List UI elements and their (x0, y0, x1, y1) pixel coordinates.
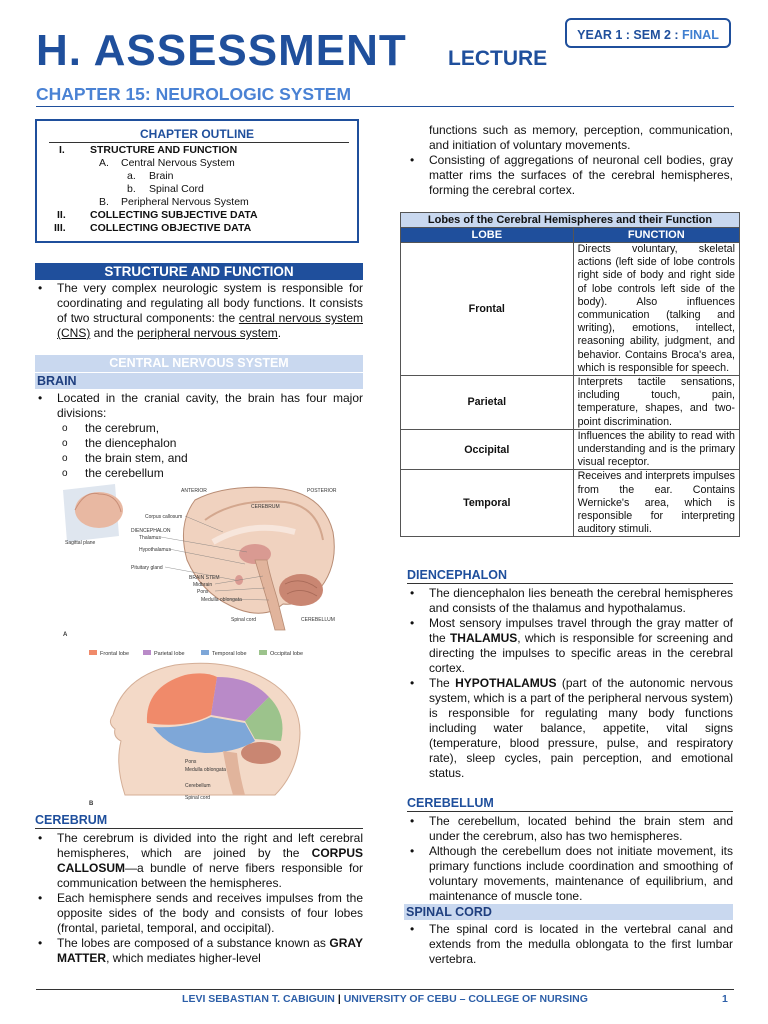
outline-num: III. (54, 222, 66, 234)
footer-divider (36, 989, 734, 990)
outline-num: I. (59, 144, 65, 156)
division-item: o the diencephalon (35, 436, 363, 451)
lobes-table-caption: Lobes of the Cerebral Hemispheres and their Function (401, 213, 740, 228)
gray-matter-bullet: • Consisting of aggregations of neuronal cell bodies, gray matter rims the surfaces of the cerebral hemispheres, forming the cerebral cortex. (407, 153, 733, 198)
label-posterior: POSTERIOR (307, 488, 337, 494)
footer (36, 993, 734, 1005)
cerebrum-list (35, 831, 363, 966)
lobe-name: Temporal (401, 470, 574, 537)
cerebrum-p1: • The cerebrum is divided into the right and left cerebral hemispheres, which are joined by the CORPUS CALLOSUM—a bundle of nerve fibers responsible for communication between the hemispheres. (35, 831, 363, 891)
structure-intro: • The very complex neurologic system is responsible for coordinating and regulating all body functions. It consists of two structural components: the central nervous system (CNS) and the peripheral nervous system. (35, 281, 363, 341)
spinal-cord-heading: SPINAL CORD (404, 904, 733, 920)
table-row (401, 429, 740, 470)
b-label-cerebellum: Cerebellum (185, 783, 211, 789)
lobes-table (400, 212, 740, 537)
outline-item: Peripheral Nervous System (121, 196, 249, 208)
page-title-suffix: LECTURE (448, 47, 548, 70)
chapter-title: CHAPTER 15: NEUROLOGIC SYSTEM (36, 84, 352, 104)
label-corpus-callosum: Corpus callosum (145, 514, 183, 520)
outline-item: Brain (149, 170, 174, 182)
legend-swatch-occipital (259, 650, 267, 655)
diencephalon-section (407, 567, 733, 781)
page-title: H. ASSESSMENT (36, 26, 407, 75)
table-row (401, 243, 740, 376)
label-midbrain: Midbrain (193, 582, 213, 588)
legend-swatch-frontal (89, 650, 97, 655)
gray-matter-list (407, 153, 733, 198)
label-diencephalon: DIENCEPHALON (131, 528, 171, 534)
b-label-pons: Pons (185, 759, 197, 765)
spinal-cord-list (404, 922, 733, 967)
label-cerebellum: CEREBELLUM (301, 617, 335, 623)
footer-author: LEVI SEBASTIAN T. CABIGUIN (182, 993, 335, 1005)
cerebellum-list (407, 814, 733, 904)
outline-num: A. (99, 157, 109, 169)
cerebellum-b-shape (241, 742, 281, 764)
header-divider (36, 106, 734, 107)
outline-item: STRUCTURE AND FUNCTION (90, 144, 238, 156)
outline-num: a. (127, 170, 136, 182)
right-column-top (407, 123, 733, 198)
label-spinal-cord: Spinal cord (231, 617, 257, 623)
label-pituitary: Pituitary gland (131, 565, 163, 571)
table-row (401, 376, 740, 430)
lobe-function: Directs voluntary, skeletal actions (left side of lobe controls right side of body and right side of lobe controls left side of the body). Also influences communication (talking and writing), emotions, intellect, reasoning ability, judgment, and behavior. Contains Broca's area, which is responsible for speech. (573, 243, 739, 376)
outline-item: COLLECTING OBJECTIVE DATA (90, 222, 252, 234)
spinal-cord-section (404, 904, 733, 967)
lobe-name: Frontal (401, 243, 574, 376)
brain-sagittal-figure (55, 480, 355, 640)
division-item: o the brain stem, and (35, 451, 363, 466)
figure-a-panel: A (63, 632, 68, 638)
cerebellum-heading: CEREBELLUM (407, 795, 733, 812)
spinal-cord-b1: • The spinal cord is located in the vertebral canal and extends from the medulla oblongata to the first lumbar vertebra. (407, 922, 733, 967)
b-label-medulla: Medulla oblongata (185, 767, 226, 773)
diencephalon-b3: • The HYPOTHALAMUS (part of the autonomic nervous system, which is a part of the peripheral nervous system) is responsible for regulating many body functions including water balance, appetite, vital signs (temperature, blood pressure, pulse, and respiratory rate), sleep cycles, pain perception, and emotional status. (407, 676, 733, 781)
chapter-outline-box (35, 119, 359, 243)
figure-b-panel: B (89, 801, 94, 807)
footer-separator: | (334, 993, 344, 1005)
year-label: YEAR 1 : SEM 2 : (577, 28, 679, 42)
outline-item: Central Nervous System (121, 157, 235, 169)
lobe-function: Receives and interprets impulses from the ear. Contains Wernicke's area, which is responsible for interpreting auditory stimuli. (573, 470, 739, 537)
diencephalon-list (407, 586, 733, 781)
diencephalon-b1: • The diencephalon lies beneath the cerebral hemispheres and consists of the thalamus and hypothalamus. (407, 586, 733, 616)
label-pons: Pons (197, 589, 209, 595)
legend-temporal: Temporal lobe (212, 651, 247, 657)
year-badge (565, 18, 731, 48)
lobe-function: Influences the ability to read with understanding and is the primary visual receptor. (573, 429, 739, 470)
label-cerebrum: CEREBRUM (251, 504, 280, 510)
diencephalon-b2: • Most sensory impulses travel through the gray matter of the THALAMUS, which is responsible for screening and directing the impulses to specific areas in the cerebral cortex. (407, 616, 733, 676)
outline-divider (49, 142, 349, 143)
cerebellum-b2: • Although the cerebellum does not initiate movement, its primary functions include coordination and smoothing of voluntary movements, maintenance of equilibrium, and maintenance of muscle tone. (407, 844, 733, 904)
label-anterior: ANTERIOR (181, 488, 207, 494)
gray-matter-cont: functions such as memory, perception, communication, and initiation of voluntary movements. (429, 123, 733, 152)
legend-frontal: Frontal lobe (100, 651, 130, 657)
label-brain-stem: BRAIN STEM (189, 575, 220, 581)
cerebrum-heading: CEREBRUM (35, 812, 363, 829)
lobe-function: Interprets tactile sensations, including touch, pain, temperature, shapes, and two-point discrimination. (573, 376, 739, 430)
left-column-top (35, 263, 363, 341)
diencephalon-heading: DIENCEPHALON (407, 567, 733, 584)
outline-num: B. (99, 196, 109, 208)
outline-item: Spinal Cord (149, 183, 204, 195)
legend-swatch-parietal (143, 650, 151, 655)
legend-occipital: Occipital lobe (270, 651, 304, 657)
structure-heading: STRUCTURE AND FUNCTION (35, 263, 363, 280)
lobe-name: Parietal (401, 376, 574, 430)
b-label-spinal-cord: Spinal cord (185, 795, 211, 801)
legend-swatch-temporal (201, 650, 209, 655)
division-item: o the cerebellum (35, 466, 363, 481)
table-row (401, 470, 740, 537)
brain-lobes-figure (55, 645, 355, 807)
cerebrum-p3: • The lobes are composed of a substance known as GRAY MATTER, which mediates higher-level (35, 936, 363, 966)
cerebellum-b1: • The cerebellum, located behind the brain stem and under the cerebrum, also has two hemispheres. (407, 814, 733, 844)
cerebrum-section (35, 812, 363, 966)
cerebrum-p2: • Each hemisphere sends and receives impulses from the opposite sides of the body and consists of four lobes (frontal, parietal, temporal, and occipital). (35, 891, 363, 936)
footer-school: UNIVERSITY OF CEBU – COLLEGE OF NURSING (343, 993, 588, 1005)
brain-heading: BRAIN (35, 373, 363, 389)
legend-parietal: Parietal lobe (154, 651, 185, 657)
label-medulla: Medulla oblongata (201, 597, 242, 603)
inset-brain (75, 492, 123, 528)
lobe-name: Occipital (401, 429, 574, 470)
outline-item: COLLECTING SUBJECTIVE DATA (90, 209, 258, 221)
cns-heading: CENTRAL NERVOUS SYSTEM (35, 355, 363, 372)
page-number: 1 (722, 993, 728, 1005)
label-thalamus: Thalamus (139, 535, 161, 541)
col-function-header: FUNCTION (573, 228, 739, 243)
sagittal-plane-label: Sagittal plane (65, 540, 96, 546)
final-label: FINAL (682, 28, 719, 42)
col-lobe-header: LOBE (401, 228, 574, 243)
division-item: o the cerebrum, (35, 421, 363, 436)
cerebellum-section (407, 795, 733, 904)
outline-num: b. (127, 183, 136, 195)
brain-text: • Located in the cranial cavity, the brain has four major divisions: (35, 391, 363, 421)
brain-divisions (35, 421, 363, 481)
outline-title: CHAPTER OUTLINE (140, 127, 254, 141)
label-hypothalamus: Hypothalamus (139, 547, 171, 553)
brain-list (35, 391, 363, 421)
cns-section (35, 355, 363, 481)
structure-list (35, 281, 363, 341)
cerebellum-shape (279, 574, 323, 606)
outline-num: II. (57, 209, 66, 221)
